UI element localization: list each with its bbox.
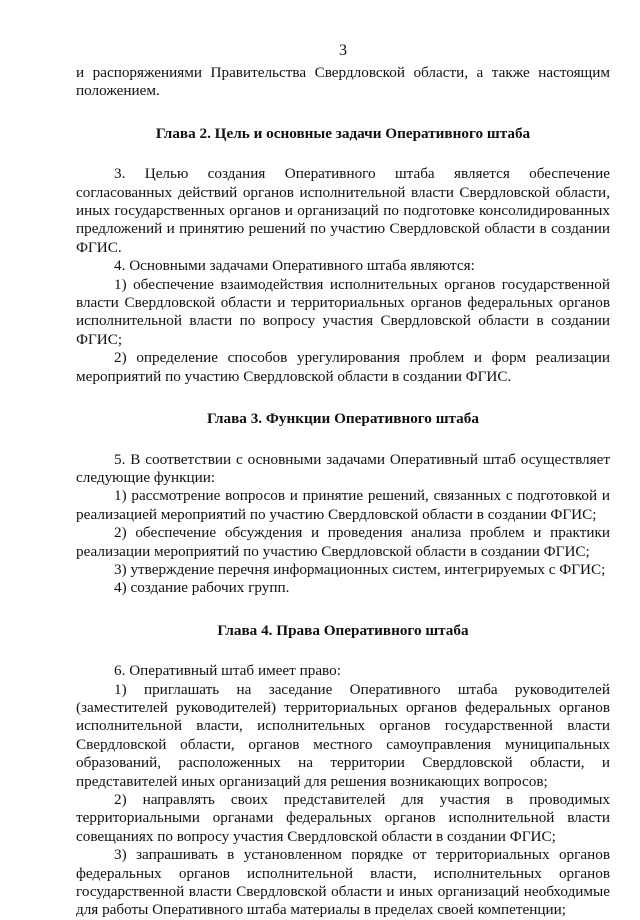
paragraph: 6. Оперативный штаб имеет право: [114, 662, 341, 680]
list-item: 2) направлять своих представителей для участия в проводимых территориальными органами федеральных органов исполнительной власти совещаниях по вопросу участия Свердловской области в создании ФГИС; [76, 791, 610, 845]
paragraph: 5. В соответствии с основными задачами Оперативный штаб осуществляет следующие функции: [76, 450, 610, 486]
list-item: 1) рассмотрение вопросов и принятие решений, связанных с подготовкой и реализацией мероприятий по участию Свердловской области в создании ФГИС; [76, 487, 610, 523]
list-item: 1) обеспечение взаимодействия исполнительных органов государственной власти Свердловской области и территориальных органов федеральных органов исполнительной власти по вопросу участия Свердловской области в создании ФГИС; [76, 275, 610, 348]
chapter-3-title: Глава 3. Функции Оперативного штаба [207, 410, 479, 428]
chapter-4-title: Глава 4. Права Оперативного штаба [217, 621, 469, 639]
list-item: 1) приглашать на заседание Оперативного штаба руководителей (заместителей руководителей) территориальных органов федеральных органов исполнительной власти, исполнительных органов государственной власти Свердловской области, органов местного самоуправления муниципальных образований, расположенных на территории Свердловской области, и представителей иных организаций для решения возникающих вопросов; [76, 680, 610, 790]
list-item: 4) создание рабочих групп. [114, 579, 290, 597]
list-item: 3) утверждение перечня информационных систем, интегрируемых с ФГИС; [114, 560, 606, 578]
paragraph: 3. Целью создания Оперативного штаба является обеспечение согласованных действий органов исполнительной власти Свердловской области, иных государственных органов и организаций по подготовке консолидированных предложений и принятию решений по участию Свердловской области в создании ФГИС. [76, 165, 610, 256]
list-item: 3) запрашивать в установленном порядке от территориальных органов федеральных органов исполнительной власти, исполнительных органов государственной власти Свердловской области и иных организаций необходимые для работы Оперативного штаба материалы в пределах своей компетенции; [76, 846, 610, 919]
list-item: 2) обеспечение обсуждения и проведения анализа проблем и практики реализации мероприятий по участию Свердловской области в создании ФГИС; [76, 524, 610, 560]
intro-continuation: и распоряжениями Правительства Свердловской области, а также настоящим положением. [76, 64, 610, 100]
page-number: 3 [339, 42, 347, 59]
paragraph: 4. Основными задачами Оперативного штаба являются: [114, 257, 475, 275]
chapter-2-title: Глава 2. Цель и основные задачи Оперативного штаба [155, 124, 531, 142]
list-item: 2) определение способов урегулирования проблем и форм реализации мероприятий по участию Свердловской области в создании ФГИС. [76, 349, 610, 385]
document-body [76, 64, 610, 920]
